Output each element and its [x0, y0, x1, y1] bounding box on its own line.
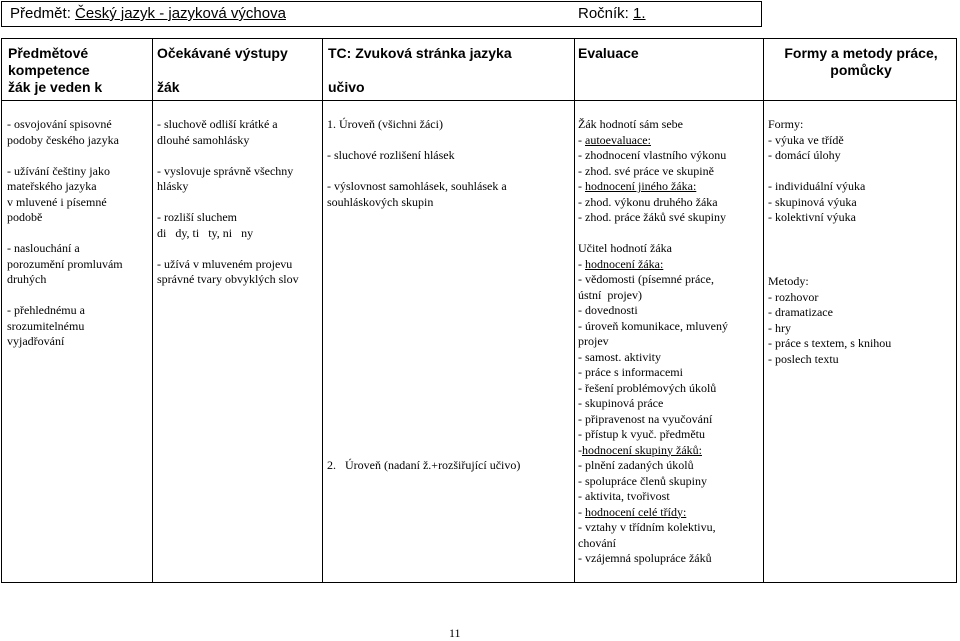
evaluation-line [578, 117, 728, 133]
evaluation-line [578, 303, 728, 319]
evaluation-line [578, 536, 728, 552]
evaluation-line [578, 195, 728, 211]
evaluation-line-text: - skupinová práce [578, 396, 664, 410]
evaluation-line-text: - zhod. své práce ve skupině [578, 163, 714, 178]
year-value: 1. [633, 5, 646, 22]
subject-header-box [1, 1, 762, 27]
evaluation-line [578, 226, 728, 242]
evaluation-line [578, 489, 728, 505]
evaluation-line [578, 334, 728, 350]
evaluation-line [578, 505, 728, 521]
outcomes-cell: - sluchově odliší krátké a dlouhé samohlásky - vyslovuje správně všechny hlásky - rozliší sluchem di dy, ti ty, ni ny - užívá v mluveném projevu správné tvary obvyklých slov [157, 117, 299, 286]
subject-line [10, 5, 286, 22]
evaluation-line [578, 381, 728, 397]
header-curriculum: TC: Zvuková stránka jazyka učivo [328, 45, 512, 95]
header-outcomes: Očekávané výstupy žák [157, 45, 288, 95]
page-number: 11 [449, 626, 461, 640]
evaluation-line [578, 319, 728, 335]
evaluation-line [578, 458, 728, 474]
evaluation-line-text: - práce s informacemi [578, 365, 683, 379]
column-divider [322, 39, 323, 582]
evaluation-line [578, 288, 728, 304]
evaluation-line-prefix: - [578, 442, 582, 457]
header-separator [2, 100, 956, 101]
evaluation-line [578, 365, 728, 381]
evaluation-line-text: - úroveň komunikace, mluvený [578, 318, 728, 333]
evaluation-line-text: Žák hodnotí sám sebe [578, 117, 683, 131]
evaluation-line-text: - vztahy v třídním kolektivu, [578, 520, 716, 534]
evaluation-line [578, 520, 728, 536]
evaluation-line-text: hodnocení skupiny žáků: [582, 442, 702, 457]
curriculum-table [1, 38, 957, 583]
evaluation-line-text: Učitel hodnotí žáka [578, 241, 672, 255]
evaluation-line-text: - řešení problémových úkolů [578, 380, 717, 395]
header-methods: Formy a metody práce, pomůcky [784, 45, 938, 78]
evaluation-line-text: autoevaluace: [585, 132, 651, 147]
methods-cell: Metody: - rozhovor - dramatizace - hry - práce s textem, s knihou - poslech textu [768, 274, 892, 366]
curriculum-level2-cell: 2. Úroveň (nadaní ž.+rozšiřující učivo) [327, 458, 521, 472]
evaluation-line-text: - aktivita, tvořivost [578, 489, 670, 503]
evaluation-line-text: - přístup k vyuč. předmětu [578, 427, 705, 441]
year-label: Ročník: [578, 5, 634, 22]
evaluation-line-text: - vzájemná spolupráce žáků [578, 551, 712, 565]
evaluation-line-text: - dovednosti [578, 303, 638, 317]
evaluation-line [578, 257, 728, 273]
evaluation-line [578, 210, 728, 226]
evaluation-line-text: - plnění zadaných úkolů [578, 458, 694, 472]
header-competences: Předmětové kompetence žák je veden k [8, 45, 103, 95]
evaluation-line [578, 241, 728, 257]
evaluation-line-text: - vědomosti (písemné práce, [578, 272, 714, 286]
evaluation-line-text: - zhod. výkonu druhého žáka [578, 194, 718, 209]
evaluation-line [578, 443, 728, 459]
evaluation-line-text: chování [578, 535, 616, 550]
evaluation-line [578, 350, 728, 366]
evaluation-line-prefix: - [578, 256, 585, 271]
evaluation-line [578, 412, 728, 428]
evaluation-line-prefix: - [578, 504, 585, 519]
evaluation-line-text: hodnocení celé třídy: [585, 504, 687, 519]
evaluation-cell [578, 117, 728, 567]
header-evaluation: Evaluace [578, 45, 639, 61]
subject-label: Předmět: [10, 5, 76, 22]
column-divider [574, 39, 575, 582]
evaluation-line [578, 551, 728, 567]
evaluation-line [578, 133, 728, 149]
column-divider [152, 39, 153, 582]
evaluation-line-text: - zhodnocení vlastního výkonu [578, 148, 727, 162]
subject-name: Český jazyk - jazyková výchova [75, 5, 286, 22]
evaluation-line-text: - zhod. práce žáků své skupiny [578, 210, 726, 224]
evaluation-line-text: hodnocení jiného žáka: [585, 179, 697, 193]
evaluation-line-text: projev [578, 334, 609, 348]
evaluation-line [578, 272, 728, 288]
forms-cell: Formy: - výuka ve třídě - domácí úlohy - individuální výuka - skupinová výuka - kolektivní výuka [768, 117, 866, 224]
evaluation-line-text: - připravenost na vyučování [578, 411, 713, 426]
evaluation-line [578, 148, 728, 164]
competences-cell: - osvojování spisovné podoby českého jazyka - užívání češtiny jako mateřského jazyka v mluvené i písemné podobě - naslouchání a porozumění promluvám druhých - přehlednému a srozumitelnému vyjadřování [7, 117, 123, 348]
evaluation-line-prefix: - [578, 179, 585, 193]
evaluation-line [578, 179, 728, 195]
evaluation-line-prefix: - [578, 132, 585, 147]
evaluation-line-text: - samost. aktivity [578, 349, 661, 364]
evaluation-line-text: hodnocení žáka: [585, 256, 664, 271]
evaluation-line [578, 427, 728, 443]
evaluation-line [578, 474, 728, 490]
curriculum-level1-cell: 1. Úroveň (všichni žáci) - sluchové rozlišení hlásek - výslovnost samohlásek, souhlásek a souhláskových skupin [327, 117, 507, 209]
column-divider [763, 39, 764, 582]
evaluation-line [578, 164, 728, 180]
year-line [578, 5, 646, 22]
evaluation-line-text: - spolupráce členů skupiny [578, 473, 707, 488]
evaluation-line-text: ústní projev) [578, 287, 642, 302]
evaluation-line [578, 396, 728, 412]
